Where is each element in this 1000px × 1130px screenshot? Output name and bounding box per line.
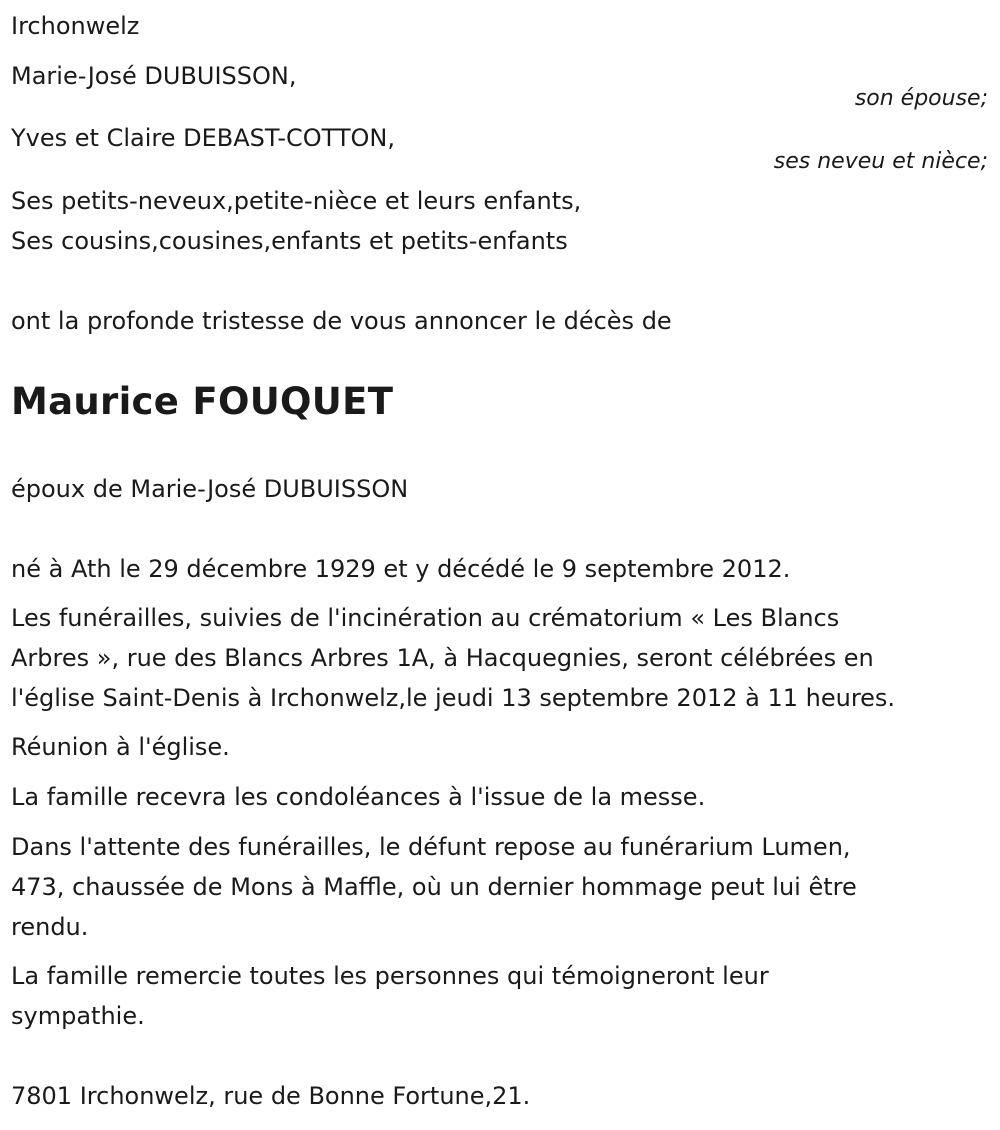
nephew-role: ses neveu et nièce;: [773, 149, 988, 174]
repose-line-1: Dans l'attente des funérailles, le défunt repose au funérarium Lumen,: [11, 833, 851, 861]
spouse-name: Marie-José DUBUISSON,: [11, 62, 297, 90]
relation-text: époux de Marie-José DUBUISSON: [11, 475, 409, 503]
repose-line-2: 473, chaussée de Mons à Maffle, où un dernier hommage peut lui être: [11, 873, 857, 901]
thanks-line-1: La famille remercie toutes les personnes qui témoigneront leur: [11, 962, 769, 990]
funeral-line-2: Arbres », rue des Blancs Arbres 1A, à Hacquegnies, seront célébrées en: [11, 644, 874, 672]
repose-line-3: rendu.: [11, 913, 89, 941]
meeting-text: Réunion à l'église.: [11, 733, 230, 761]
address-text: 7801 Irchonwelz, rue de Bonne Fortune,21.: [11, 1082, 531, 1110]
funeral-line-1: Les funérailles, suivies de l'incinération au crématorium « Les Blancs: [11, 604, 840, 632]
condolences-text: La famille recevra les condoléances à l'issue de la messe.: [11, 783, 706, 811]
birth-death-dates: né à Ath le 29 décembre 1929 et y décédé le 9 septembre 2012.: [11, 555, 791, 583]
spouse-role: son épouse;: [854, 86, 988, 111]
thanks-line-2: sympathie.: [11, 1002, 145, 1030]
family-line-1: Ses petits-neveux,petite-nièce et leurs enfants,: [11, 187, 582, 215]
family-line-2: Ses cousins,cousines,enfants et petits-enfants: [11, 227, 568, 255]
nephew-names: Yves et Claire DEBAST-COTTON,: [11, 124, 395, 152]
funeral-line-3: l'église Saint-Denis à Irchonwelz,le jeudi 13 septembre 2012 à 11 heures.: [11, 684, 896, 712]
announcement-text: ont la profonde tristesse de vous annoncer le décès de: [11, 307, 672, 335]
deceased-name: Maurice FOUQUET: [11, 380, 394, 423]
place-header: Irchonwelz: [11, 12, 140, 40]
